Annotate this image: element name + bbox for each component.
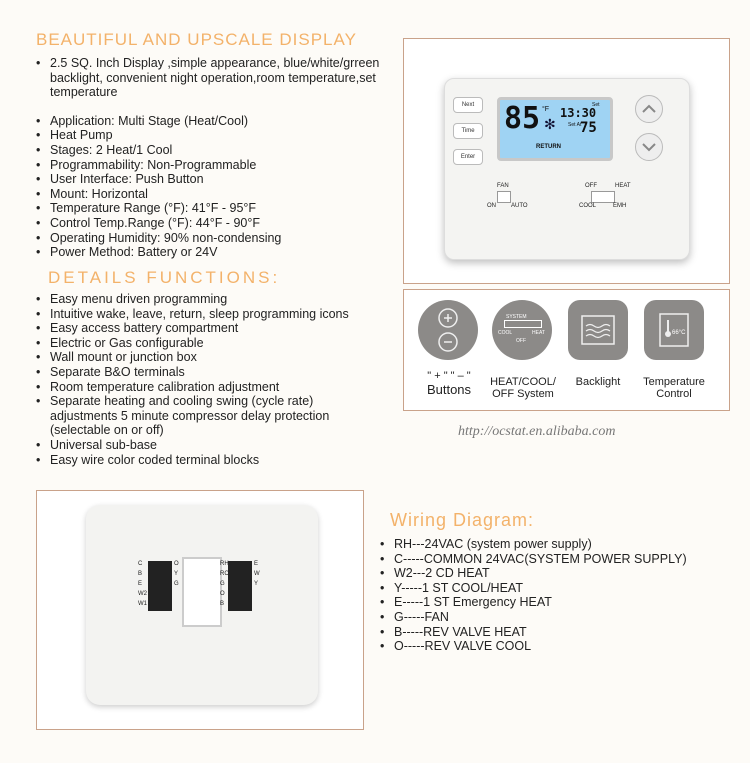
return-label: RETURN <box>536 144 561 150</box>
system-switch-icon <box>492 300 552 360</box>
list-item: • Mount: Horizontal <box>36 187 396 202</box>
terminal-label: RC <box>220 571 229 577</box>
list-item: • Separate heating and cooling swing (cycle rate) adjustments 5 minute compressor delay protection (selectable on or off) <box>36 394 370 438</box>
list-item: • Room temperature calibration adjustment <box>36 380 396 395</box>
terminal-label: B <box>220 601 225 607</box>
section-heading-display: BEAUTIFUL AND UPSCALE DISPLAY <box>36 30 357 49</box>
list-item: • Easy wire color coded terminal blocks <box>36 453 396 468</box>
list-item: • Application: Multi Stage (Heat/Cool) <box>36 114 396 129</box>
system-switch <box>591 191 615 203</box>
terminal-label: B <box>138 571 143 577</box>
temperature-control-icon <box>644 300 704 360</box>
system-inner-label: SYSTEM <box>506 314 527 320</box>
terminal-label: E <box>138 581 143 587</box>
down-arrow-button <box>635 133 663 161</box>
terminal-label: O <box>174 561 179 567</box>
list-item: • 2.5 SQ. Inch Display ,simple appearance, blue/white/grreen backlight, convenient night operation,room temperature,set temperature <box>36 56 396 100</box>
fan-on-label: ON <box>487 203 496 209</box>
left-terminal-labels-r <box>174 559 179 589</box>
temp-inner-label: 66°C <box>672 330 686 336</box>
emh-label: EMH <box>613 203 627 209</box>
list-item: • Y-----1 ST COOL/HEAT <box>380 581 750 596</box>
list-item: • Heat Pump <box>36 128 396 143</box>
base-plate-image <box>86 505 318 705</box>
clock-time: 13:30 <box>560 106 597 120</box>
cool-label: COOL <box>579 203 597 209</box>
snowflake-icon: ✻ <box>544 116 556 132</box>
right-terminal-labels-r <box>254 559 260 589</box>
section-heading-functions: DETAILS FUNCTIONS: <box>48 268 281 287</box>
backlight-icon <box>568 300 628 360</box>
temperature-caption-1: Temperature <box>643 376 705 388</box>
list-item: • Separate B&O terminals <box>36 365 396 380</box>
list-item: • Intuitive wake, leave, return, sleep programming icons <box>36 307 396 322</box>
thermostat-image <box>444 78 690 260</box>
list-item: • Control Temp.Range (°F): 44°F - 90°F <box>36 216 396 231</box>
enter-button: Enter <box>453 149 483 165</box>
set-label: Set <box>592 102 600 108</box>
list-item: • E-----1 ST Emergency HEAT <box>380 595 750 610</box>
spec-list <box>36 56 396 260</box>
list-item: • Electric or Gas configurable <box>36 336 396 351</box>
set-at-label: Set At <box>568 122 582 128</box>
chevron-down-icon <box>636 134 662 160</box>
time-button: Time <box>453 123 483 139</box>
list-item: • W2---2 CD HEAT <box>380 566 750 581</box>
list-item: • User Interface: Push Button <box>36 172 396 187</box>
left-terminal-labels <box>138 559 147 609</box>
list-item: • Easy menu driven programming <box>36 292 396 307</box>
section-heading-wiring: Wiring Diagram: <box>390 510 535 530</box>
terminal-label: Y <box>174 571 179 577</box>
list-item: • Operating Humidity: 90% non-condensing <box>36 231 396 246</box>
system-caption-2: OFF System <box>492 388 554 400</box>
terminal-label: G <box>174 581 179 587</box>
up-arrow-button <box>635 95 663 123</box>
heat-label: HEAT <box>615 183 631 189</box>
terminal-label: O <box>220 591 225 597</box>
set-temp: 75 <box>580 120 597 136</box>
backlight-caption: Backlight <box>575 376 621 388</box>
list-item: • Programmability: Non-Programmable <box>36 158 396 173</box>
terminal-label: RH <box>220 561 229 567</box>
terminal-label: W <box>254 571 260 577</box>
lcd-display <box>497 97 613 161</box>
off-label: OFF <box>585 183 597 189</box>
wiring-list <box>380 537 750 654</box>
website-url: http://ocstat.en.alibaba.com <box>458 424 616 439</box>
cool-inner-label: COOL <box>498 330 513 336</box>
buttons-caption-symbols: " + " " – " <box>427 370 471 382</box>
function-list <box>36 292 396 467</box>
room-temp: 85 <box>504 101 541 136</box>
left-terminal-block <box>148 561 172 611</box>
list-item: • Easy access battery compartment <box>36 321 396 336</box>
fan-auto-label: AUTO <box>511 203 528 209</box>
list-item: • Stages: 2 Heat/1 Cool <box>36 143 396 158</box>
terminal-label: C <box>138 561 143 567</box>
temperature-caption-2: Control <box>656 388 692 400</box>
list-item: • Power Method: Battery or 24V <box>36 245 396 260</box>
temp-unit: °F <box>542 106 550 113</box>
right-terminal-block <box>228 561 252 611</box>
list-item: • C-----COMMON 24VAC(SYSTEM POWER SUPPLY) <box>380 552 750 567</box>
off-inner-label: OFF <box>516 338 526 344</box>
terminal-label: W1 <box>138 601 147 607</box>
chevron-up-icon <box>636 96 662 122</box>
terminal-label: Y <box>254 581 259 587</box>
heat-inner-label: HEAT <box>532 330 545 336</box>
buttons-caption: Buttons <box>426 382 472 397</box>
list-item: • G-----FAN <box>380 610 750 625</box>
plate-center-opening <box>182 557 222 627</box>
list-item: • RH---24VAC (system power supply) <box>380 537 750 552</box>
list-item: • Universal sub-base <box>36 438 396 453</box>
list-item: • O-----REV VALVE COOL <box>380 639 750 654</box>
list-item: • B-----REV VALVE HEAT <box>380 625 750 640</box>
list-item: • Temperature Range (°F): 41°F - 95°F <box>36 201 396 216</box>
list-item: • Wall mount or junction box <box>36 350 396 365</box>
fan-switch <box>497 191 511 203</box>
next-button: Next <box>453 97 483 113</box>
fan-label: FAN <box>497 183 509 189</box>
system-caption-1: HEAT/COOL/ <box>490 376 556 388</box>
plus-minus-icon <box>418 300 478 360</box>
terminal-label: E <box>254 561 259 567</box>
terminal-label: G <box>220 581 225 587</box>
features-frame <box>403 289 730 411</box>
right-terminal-labels <box>220 559 229 609</box>
system-inner-box <box>504 320 542 328</box>
terminal-label: W2 <box>138 591 147 597</box>
